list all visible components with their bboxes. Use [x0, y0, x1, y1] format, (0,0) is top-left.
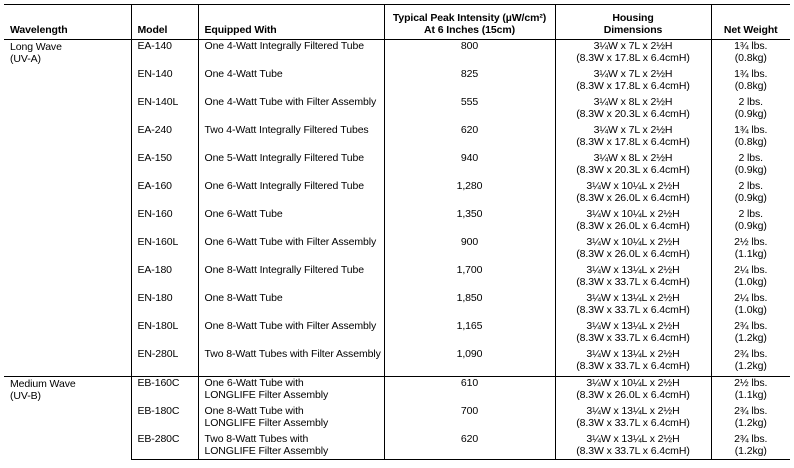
net-weight-cell — [711, 152, 790, 180]
net-weight-cell-line: 2¾ lbs. — [734, 348, 768, 360]
wavelength-line: (UV-B) — [10, 390, 41, 402]
housing-dimensions-cell — [555, 152, 711, 180]
equipped-with-cell-line: One 6-Watt Tube — [204, 208, 283, 220]
net-weight-cell-line: 1¾ lbs. — [734, 124, 768, 136]
wavelength-group — [4, 40, 790, 377]
model-cell: EB-280C — [131, 433, 198, 460]
housing-dimensions-cell-line: 3¼W x 13¼L x 2½H — [586, 405, 680, 417]
uv-lamp-spec-table — [4, 4, 790, 460]
peak-intensity-cell: 1,350 — [384, 208, 555, 236]
peak-intensity-cell: 620 — [384, 433, 555, 460]
housing-dimensions-cell-line: (8.3W x 17.8L x 6.4cmH) — [576, 136, 690, 148]
housing-dimensions-cell — [555, 320, 711, 348]
model-cell: EN-140L — [131, 96, 198, 124]
housing-dimensions-cell-line: (8.3W x 20.3L x 6.4cmH) — [576, 108, 690, 120]
housing-dimensions-cell — [555, 208, 711, 236]
net-weight-cell-line: (1.1kg) — [734, 389, 767, 401]
equipped-with-cell-line: One 8-Watt Tube with — [204, 405, 304, 417]
housing-dimensions-cell-line: 3¼W x 7L x 2½H — [593, 40, 673, 52]
header-housing-dimensions — [555, 5, 711, 40]
peak-intensity-cell: 610 — [384, 377, 555, 406]
model-cell: EA-140 — [131, 40, 198, 69]
net-weight-cell — [711, 180, 790, 208]
header-peak-intensity-line-2: At 6 Inches (15cm) — [424, 24, 515, 36]
model-cell: EN-180L — [131, 320, 198, 348]
housing-dimensions-cell-line: 3¼W x 13¼L x 2½H — [586, 433, 680, 445]
net-weight-cell — [711, 208, 790, 236]
housing-dimensions-cell — [555, 96, 711, 124]
peak-intensity-cell: 825 — [384, 68, 555, 96]
net-weight-cell-line: 2¼ lbs. — [734, 292, 768, 304]
net-weight-cell-line: 2 lbs. — [738, 96, 763, 108]
net-weight-cell — [711, 320, 790, 348]
net-weight-cell-line: (1.2kg) — [734, 445, 767, 457]
model-cell: EA-240 — [131, 124, 198, 152]
equipped-with-cell — [198, 377, 384, 406]
model-cell: EN-180 — [131, 292, 198, 320]
equipped-with-cell-line: One 6-Watt Tube with Filter Assembly — [204, 236, 377, 248]
equipped-with-cell — [198, 208, 384, 236]
peak-intensity-cell: 1,850 — [384, 292, 555, 320]
net-weight-cell-line: (1.2kg) — [734, 360, 767, 372]
header-equipped-with: Equipped With — [198, 5, 384, 40]
housing-dimensions-cell-line: (8.3W x 33.7L x 6.4cmH) — [576, 304, 690, 316]
net-weight-cell-line: 2¼ lbs. — [734, 264, 768, 276]
model-cell: EN-160L — [131, 236, 198, 264]
model-cell: EA-160 — [131, 180, 198, 208]
peak-intensity-cell: 1,165 — [384, 320, 555, 348]
header-housing-line-1: Housing — [612, 12, 654, 24]
housing-dimensions-cell-line: 3¼W x 13¼L x 2½H — [586, 320, 680, 332]
housing-dimensions-cell — [555, 40, 711, 69]
equipped-with-cell-line: Two 4-Watt Integrally Filtered Tubes — [204, 124, 369, 136]
housing-dimensions-cell-line: 3¼W x 13¼L x 2½H — [586, 348, 680, 360]
equipped-with-cell-line: Two 8-Watt Tubes with — [204, 433, 309, 445]
net-weight-cell-line: 2 lbs. — [738, 152, 763, 164]
equipped-with-cell-line: Two 8-Watt Tubes with Filter Assembly — [204, 348, 381, 360]
equipped-with-cell — [198, 292, 384, 320]
net-weight-cell-line: (1.1kg) — [734, 248, 767, 260]
net-weight-cell — [711, 292, 790, 320]
housing-dimensions-cell — [555, 292, 711, 320]
housing-dimensions-cell — [555, 433, 711, 460]
housing-dimensions-cell-line: 3¼W x 10¼L x 2½H — [586, 377, 680, 389]
equipped-with-cell — [198, 124, 384, 152]
net-weight-cell-line: (1.0kg) — [734, 304, 767, 316]
net-weight-cell-line: 2¾ lbs. — [734, 320, 768, 332]
model-cell: EN-280L — [131, 348, 198, 377]
housing-dimensions-cell-line: (8.3W x 33.7L x 6.4cmH) — [576, 445, 690, 457]
net-weight-cell-line: 2 lbs. — [738, 208, 763, 220]
model-cell: EA-180 — [131, 264, 198, 292]
net-weight-cell-line: (1.2kg) — [734, 332, 767, 344]
equipped-with-cell-line: LONGLIFE Filter Assembly — [204, 389, 329, 401]
peak-intensity-cell: 800 — [384, 40, 555, 69]
equipped-with-cell — [198, 96, 384, 124]
housing-dimensions-cell — [555, 405, 711, 433]
equipped-with-cell-line: LONGLIFE Filter Assembly — [204, 445, 329, 457]
housing-dimensions-cell-line: 3¼W x 8L x 2½H — [593, 152, 673, 164]
net-weight-cell-line: (0.8kg) — [734, 80, 767, 92]
net-weight-cell — [711, 96, 790, 124]
spec-table-container — [4, 4, 790, 464]
model-cell: EA-150 — [131, 152, 198, 180]
peak-intensity-cell: 1,700 — [384, 264, 555, 292]
net-weight-cell-line: (1.0kg) — [734, 276, 767, 288]
net-weight-cell-line: (0.8kg) — [734, 136, 767, 148]
wavelength-line: (UV-A) — [10, 53, 41, 65]
net-weight-cell-line: (0.9kg) — [734, 108, 767, 120]
housing-dimensions-cell-line: 3¼W x 7L x 2½H — [593, 68, 673, 80]
equipped-with-cell-line: One 4-Watt Integrally Filtered Tube — [204, 40, 365, 52]
net-weight-cell-line: 1¾ lbs. — [734, 68, 768, 80]
housing-dimensions-cell-line: 3¼W x 10¼L x 2½H — [586, 180, 680, 192]
wavelength-cell — [4, 40, 131, 377]
net-weight-cell — [711, 68, 790, 96]
header-model: Model — [131, 5, 198, 40]
net-weight-cell-line: 2½ lbs. — [734, 377, 768, 389]
header-wavelength: Wavelength — [4, 5, 131, 40]
housing-dimensions-cell-line: 3¼W x 13¼L x 2½H — [586, 264, 680, 276]
housing-dimensions-cell-line: 3¼W x 13¼L x 2½H — [586, 292, 680, 304]
housing-dimensions-cell-line: 3¼W x 10¼L x 2½H — [586, 208, 680, 220]
housing-dimensions-cell — [555, 180, 711, 208]
equipped-with-cell-line: One 8-Watt Integrally Filtered Tube — [204, 264, 365, 276]
housing-dimensions-cell — [555, 68, 711, 96]
equipped-with-cell — [198, 433, 384, 460]
housing-dimensions-cell — [555, 124, 711, 152]
equipped-with-cell — [198, 40, 384, 69]
wavelength-line: Medium Wave — [10, 378, 76, 390]
net-weight-cell-line: 2½ lbs. — [734, 236, 768, 248]
header-net-weight: Net Weight — [711, 5, 790, 40]
equipped-with-cell-line: One 6-Watt Integrally Filtered Tube — [204, 180, 365, 192]
housing-dimensions-cell-line: (8.3W x 26.0L x 6.4cmH) — [576, 192, 690, 204]
net-weight-cell-line: 1¾ lbs. — [734, 40, 768, 52]
equipped-with-cell — [198, 320, 384, 348]
header-housing-line-2: Dimensions — [603, 24, 663, 36]
model-cell: EN-160 — [131, 208, 198, 236]
equipped-with-cell — [198, 405, 384, 433]
table-row — [4, 377, 790, 406]
housing-dimensions-cell-line: (8.3W x 33.7L x 6.4cmH) — [576, 417, 690, 429]
equipped-with-cell — [198, 264, 384, 292]
net-weight-cell-line: (0.9kg) — [734, 220, 767, 232]
housing-dimensions-cell-line: (8.3W x 26.0L x 6.4cmH) — [576, 220, 690, 232]
table-row — [4, 40, 790, 69]
peak-intensity-cell: 700 — [384, 405, 555, 433]
housing-dimensions-cell-line: (8.3W x 33.7L x 6.4cmH) — [576, 360, 690, 372]
housing-dimensions-cell-line: (8.3W x 33.7L x 6.4cmH) — [576, 276, 690, 288]
equipped-with-cell — [198, 236, 384, 264]
housing-dimensions-cell — [555, 236, 711, 264]
housing-dimensions-cell-line: (8.3W x 33.7L x 6.4cmH) — [576, 332, 690, 344]
equipped-with-cell-line: One 8-Watt Tube — [204, 292, 283, 304]
housing-dimensions-cell — [555, 264, 711, 292]
housing-dimensions-cell — [555, 348, 711, 377]
housing-dimensions-cell-line: 3¼W x 8L x 2½H — [593, 96, 673, 108]
housing-dimensions-cell-line: (8.3W x 26.0L x 6.4cmH) — [576, 389, 690, 401]
net-weight-cell-line: (0.8kg) — [734, 52, 767, 64]
housing-dimensions-cell-line: (8.3W x 17.8L x 6.4cmH) — [576, 80, 690, 92]
equipped-with-cell-line: LONGLIFE Filter Assembly — [204, 417, 329, 429]
equipped-with-cell-line: One 4-Watt Tube — [204, 68, 283, 80]
net-weight-cell — [711, 40, 790, 69]
housing-dimensions-cell-line: 3¼W x 10¼L x 2½H — [586, 236, 680, 248]
housing-dimensions-cell-line: (8.3W x 17.8L x 6.4cmH) — [576, 52, 690, 64]
equipped-with-cell-line: One 6-Watt Tube with — [204, 377, 304, 389]
net-weight-cell — [711, 405, 790, 433]
wavelength-cell — [4, 377, 131, 460]
peak-intensity-cell: 555 — [384, 96, 555, 124]
net-weight-cell-line: (0.9kg) — [734, 164, 767, 176]
header-peak-intensity — [384, 5, 555, 40]
header-row — [4, 5, 790, 40]
peak-intensity-cell: 1,090 — [384, 348, 555, 377]
housing-dimensions-cell-line: (8.3W x 26.0L x 6.4cmH) — [576, 248, 690, 260]
equipped-with-cell — [198, 180, 384, 208]
peak-intensity-cell: 620 — [384, 124, 555, 152]
wavelength-group — [4, 377, 790, 460]
equipped-with-cell-line: One 5-Watt Integrally Filtered Tube — [204, 152, 365, 164]
header-peak-intensity-line-1: Typical Peak Intensity (µW/cm²) — [392, 12, 547, 24]
model-cell: EN-140 — [131, 68, 198, 96]
peak-intensity-cell: 1,280 — [384, 180, 555, 208]
net-weight-cell — [711, 124, 790, 152]
net-weight-cell — [711, 236, 790, 264]
net-weight-cell-line: (1.2kg) — [734, 417, 767, 429]
wavelength-line: Long Wave — [10, 41, 62, 53]
net-weight-cell — [711, 433, 790, 460]
equipped-with-cell — [198, 348, 384, 377]
peak-intensity-cell: 940 — [384, 152, 555, 180]
net-weight-cell-line: 2 lbs. — [738, 180, 763, 192]
housing-dimensions-cell — [555, 377, 711, 406]
net-weight-cell — [711, 264, 790, 292]
housing-dimensions-cell-line: (8.3W x 20.3L x 6.4cmH) — [576, 164, 690, 176]
peak-intensity-cell: 900 — [384, 236, 555, 264]
net-weight-cell — [711, 377, 790, 406]
equipped-with-cell — [198, 152, 384, 180]
equipped-with-cell — [198, 68, 384, 96]
net-weight-cell-line: (0.9kg) — [734, 192, 767, 204]
housing-dimensions-cell-line: 3¼W x 7L x 2½H — [593, 124, 673, 136]
net-weight-cell-line: 2¾ lbs. — [734, 433, 768, 445]
net-weight-cell-line: 2¾ lbs. — [734, 405, 768, 417]
net-weight-cell — [711, 348, 790, 377]
model-cell: EB-160C — [131, 377, 198, 406]
equipped-with-cell-line: One 4-Watt Tube with Filter Assembly — [204, 96, 377, 108]
model-cell: EB-180C — [131, 405, 198, 433]
equipped-with-cell-line: One 8-Watt Tube with Filter Assembly — [204, 320, 377, 332]
